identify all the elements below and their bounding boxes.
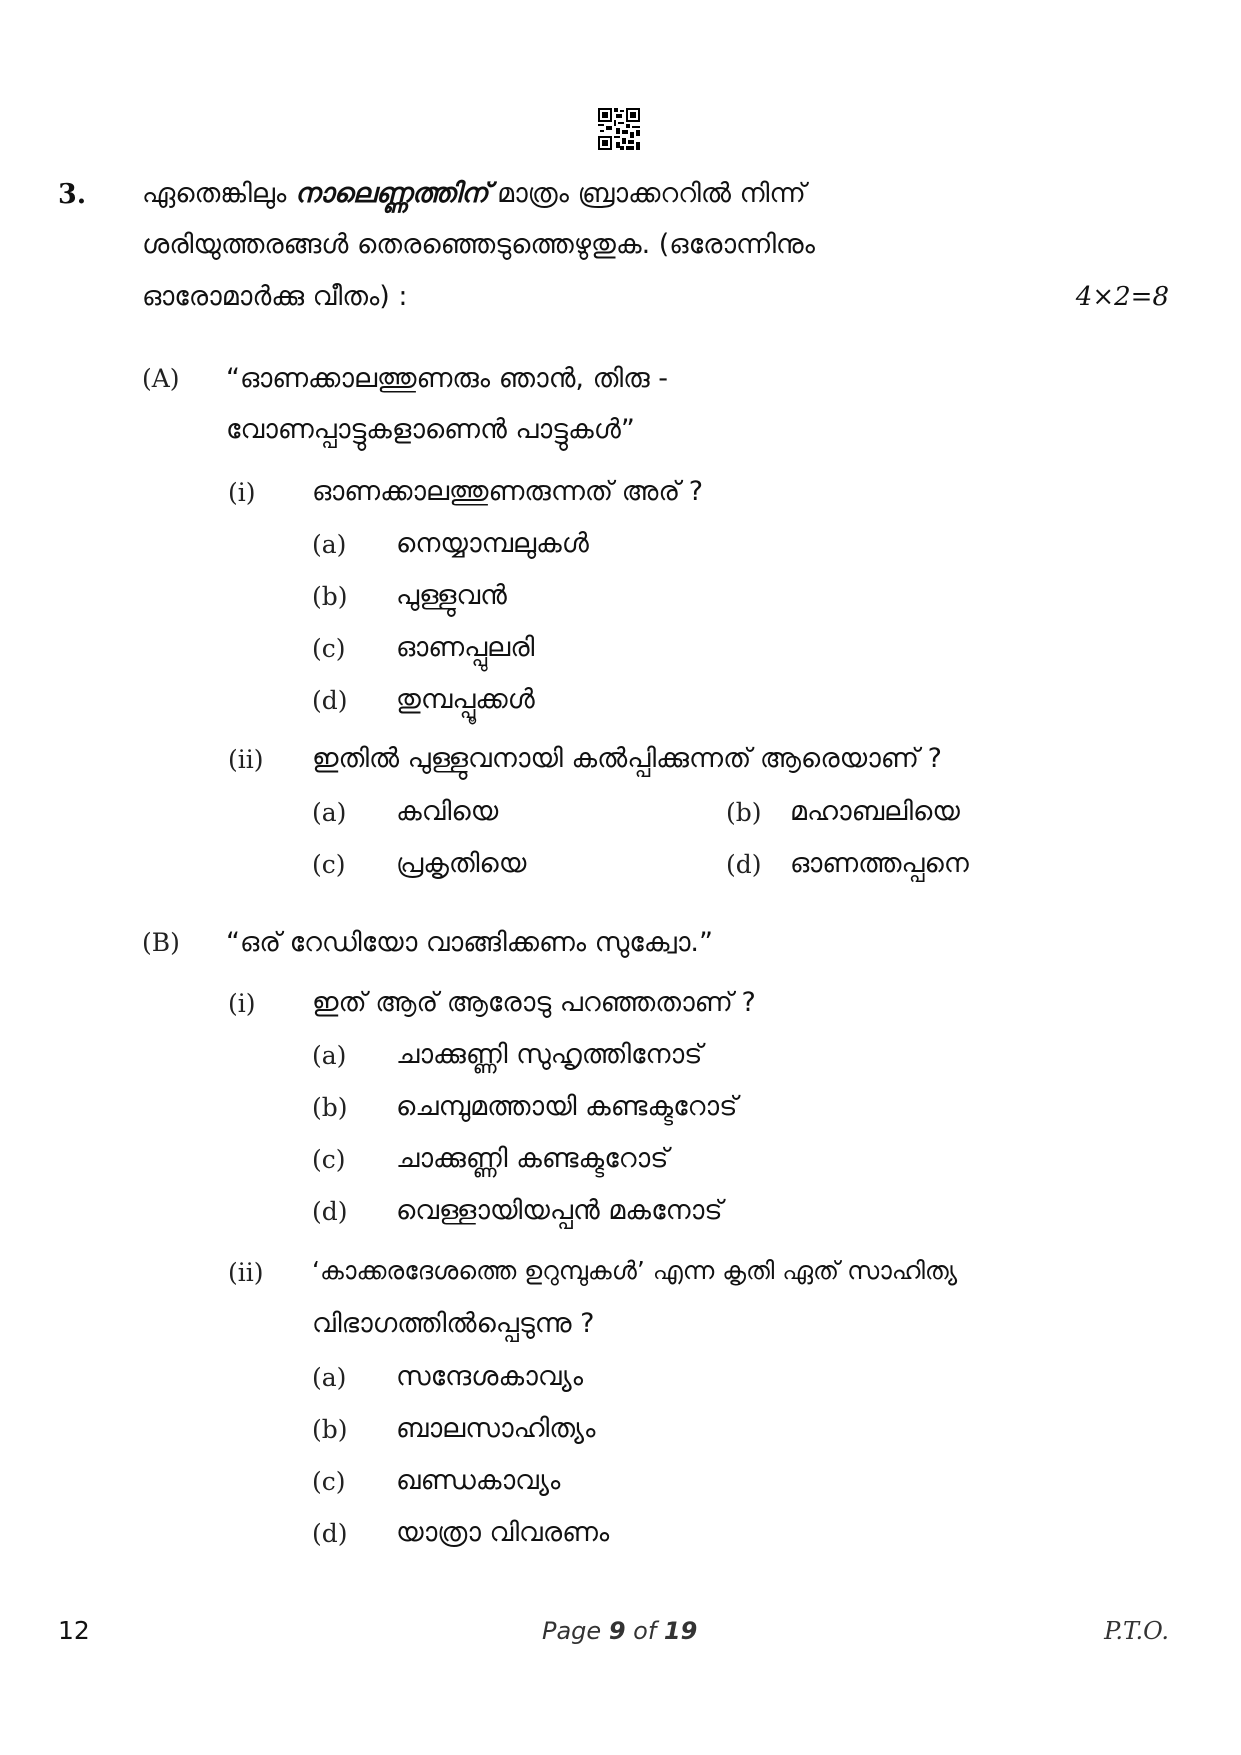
option-text: ചെമ്പുമത്തായി കണ്ടക്ടറോട് xyxy=(396,1091,738,1122)
section-b-q1-label: (i) xyxy=(228,989,256,1018)
page-prefix: Page xyxy=(542,1617,609,1645)
option-label: (d) xyxy=(726,850,762,879)
option-label: (c) xyxy=(312,634,346,663)
question-line-1-bold: നാലെണ്ണത്തിന് xyxy=(294,178,489,209)
option-label: (a) xyxy=(312,530,347,559)
paper-code: 12 xyxy=(58,1616,90,1645)
option-text: വെള്ളായിയപ്പൻ മകനോട് xyxy=(396,1195,723,1226)
option-text: ഖണ്ഡകാവ്യം xyxy=(396,1465,561,1496)
option-label: (b) xyxy=(312,1093,348,1122)
question-line-1-pre: ഏതെങ്കിലും xyxy=(142,178,295,209)
option-text: ഓണത്തപ്പനെ xyxy=(790,848,969,879)
question-line-1-post: മാത്രം ബ്രാക്കററിൽ നിന്ന് xyxy=(488,178,806,209)
question-line-3: ഓരോമാർക്കു വീതം) : xyxy=(142,281,408,312)
section-a-q1-text: ഓണക്കാലത്തുണരുന്നത് അര് ? xyxy=(312,476,704,507)
section-a-q1-label: (i) xyxy=(228,478,256,507)
question-line-2: ശരിയുത്തരങ്ങൾ തെരഞ്ഞെടുത്തെഴുതുക. (ഒരോന്നിനും xyxy=(142,229,815,260)
option-label: (d) xyxy=(312,1197,348,1226)
option-label: (b) xyxy=(312,582,348,611)
section-a-label: (A) xyxy=(142,364,180,393)
page-total: 19 xyxy=(663,1617,698,1645)
page-current: 9 xyxy=(608,1617,626,1645)
option-text: ബാലസാഹിത്യം xyxy=(396,1413,596,1444)
section-a-q2-text: ഇതിൽ പുള്ളുവനായി കൽപ്പിക്കുന്നത് ആരെയാണ് ? xyxy=(312,743,942,774)
page-of: of xyxy=(625,1617,664,1645)
option-label: (a) xyxy=(312,798,347,827)
page-indicator xyxy=(542,1619,697,1643)
section-b-quote: “ഒര് റേഡിയോ വാങ്ങിക്കണം സുക്വോ.” xyxy=(226,927,713,958)
section-b-q2-text-line-2: വിഭാഗത്തിൽപ്പെടുന്നു ? xyxy=(312,1308,595,1339)
section-b-label: (B) xyxy=(142,928,180,957)
option-label: (a) xyxy=(312,1363,347,1392)
option-text: നെയ്യാമ്പലുകൾ xyxy=(396,528,589,559)
option-text: സന്ദേശകാവ്യം xyxy=(396,1361,584,1392)
option-label: (a) xyxy=(312,1041,347,1070)
option-text: ഓണപ്പുലരി xyxy=(396,632,535,663)
section-b-q2-label: (ii) xyxy=(228,1258,264,1287)
pto-label: P.T.O. xyxy=(1104,1617,1169,1645)
question-number: 3. xyxy=(58,179,87,210)
section-a-quote-line-2: വോണപ്പാട്ടുകളാണെൻ പാട്ടുകൾ” xyxy=(226,414,635,445)
qr-code xyxy=(598,108,640,150)
section-a-q2-label: (ii) xyxy=(228,745,264,774)
option-text: ചാക്കുണ്ണി സുഹൃത്തിനോട് xyxy=(396,1039,703,1070)
option-label: (d) xyxy=(312,1519,348,1548)
option-text: പുള്ളുവൻ xyxy=(396,580,507,611)
option-text: ചാക്കുണ്ണി കണ്ടക്ടറോട് xyxy=(396,1143,669,1174)
option-text: തുമ്പപ്പൂക്കൾ xyxy=(396,684,535,715)
option-text: മഹാബലിയെ xyxy=(790,796,960,827)
option-label: (c) xyxy=(312,1145,346,1174)
option-label: (c) xyxy=(312,850,346,879)
option-label: (b) xyxy=(312,1415,348,1444)
question-line-1 xyxy=(142,180,806,207)
marks-allocation: 4×2=8 xyxy=(1075,282,1169,312)
section-b-q2-text-line-1: ‘കാക്കരദേശത്തെ ഉറുമ്പുകൾ’ എന്ന കൃതി ഏത് സാഹിത്യ xyxy=(312,1256,958,1285)
option-text: യാത്രാ വിവരണം xyxy=(396,1517,610,1548)
option-text: പ്രകൃതിയെ xyxy=(396,848,527,879)
option-text: കവിയെ xyxy=(396,796,499,827)
section-b-q1-text: ഇത് ആര് ആരോടു പറഞ്ഞതാണ് ? xyxy=(312,987,756,1018)
option-label: (b) xyxy=(726,798,762,827)
section-a-quote-line-1: “ഓണക്കാലത്തുണരും ഞാൻ, തിരു - xyxy=(226,363,668,394)
option-label: (d) xyxy=(312,686,348,715)
option-label: (c) xyxy=(312,1467,346,1496)
